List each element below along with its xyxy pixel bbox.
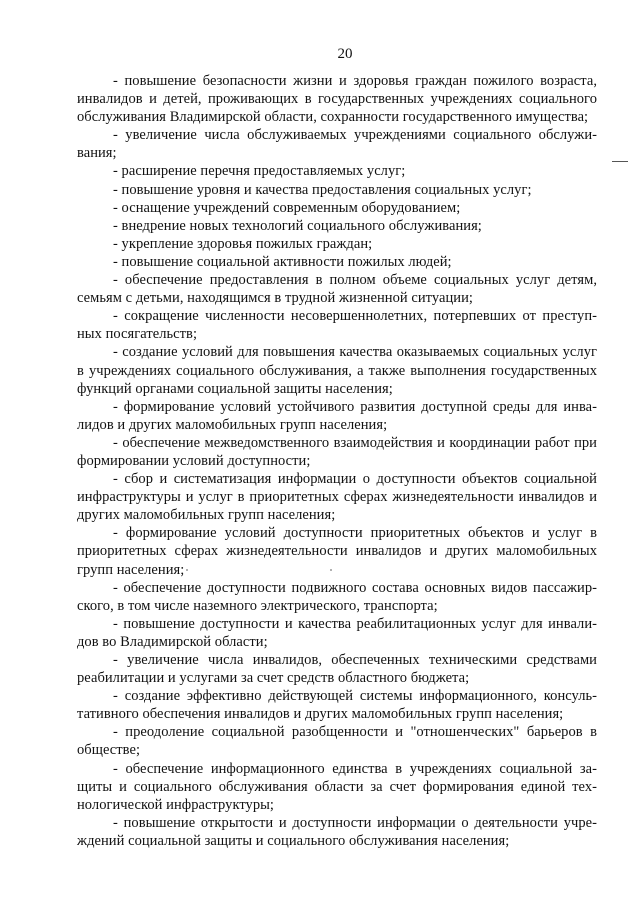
page-number: 20	[337, 46, 353, 62]
margin-dash-mark	[612, 161, 628, 162]
list-item: - увеличение числа обслуживаемых учреждениями социального обслуживания;	[77, 127, 597, 162]
list-item: - формирование условий доступности приоритетных объектов и услуг в приоритетных сферах жизнедеятельности инвалидов и других маломобильных групп населения;	[77, 525, 597, 578]
document-body	[77, 72, 597, 850]
list-item: - создание эффективно действующей системы информационного, консультативного обеспечения инвалидов и других маломобильных групп населения;	[77, 688, 597, 723]
list-item: - обеспечение предоставления в полном объеме социальных услуг детям, семьям с детьми, находящимся в трудной жизненной ситуации;	[77, 272, 597, 307]
list-item: - увеличение числа инвалидов, обеспеченных техническими средствами реабилитации и услугами за счет средств областного бюджета;	[77, 652, 597, 687]
list-item: - сбор и систематизация информации о доступности объектов социальной инфраструктуры и услуг в приоритетных сферах жизнедеятельности инвалидов и других маломобильных групп населения;	[77, 471, 597, 524]
list-item: - повышение открытости и доступности информации о деятельности учреждений социальной защиты и социального обслуживания населения;	[77, 814, 597, 849]
list-item: - повышение социальной активности пожилых людей;	[113, 253, 452, 270]
list-item: - повышение уровня и качества предоставления социальных услуг;	[113, 181, 532, 198]
list-item: - расширение перечня предоставляемых услуг;	[113, 163, 406, 180]
list-item: - сокращение численности несовершеннолетних, потерпевших от преступных посягательств;	[77, 308, 597, 343]
list-item: - создание условий для повышения качества оказываемых социальных услуг в учреждениях социального обслуживания, а также выполнения государственных функций органами социальной защиты населения;	[77, 344, 597, 397]
scan-speck	[186, 569, 188, 571]
list-item: - формирование условий устойчивого развития доступной среды для инвалидов и других маломобильных групп населения;	[77, 398, 597, 433]
list-item: - обеспечение межведомственного взаимодействия и координации работ при формировании условий доступности;	[77, 434, 597, 469]
list-item: - оснащение учреждений современным оборудованием;	[113, 199, 461, 216]
list-item: - внедрение новых технологий социального обслуживания;	[113, 217, 482, 234]
list-item: - повышение доступности и качества реабилитационных услуг для инвалидов во Владимирской области;	[77, 615, 597, 650]
list-item: - обеспечение доступности подвижного состава основных видов пассажирского, в том числе наземного электрического, транспорта;	[77, 579, 597, 614]
list-item: - обеспечение информационного единства в учреждениях социальной защиты и социального обслуживания области за счет формирования единой технологической инфраструктуры;	[77, 760, 597, 813]
scan-speck	[330, 569, 332, 571]
list-item: - укрепление здоровья пожилых граждан;	[113, 235, 373, 252]
list-item: - преодоление социальной разобщенности и "отношенческих" барьеров в обществе;	[77, 724, 597, 759]
list-item: - повышение безопасности жизни и здоровья граждан пожилого возраста, инвалидов и детей, проживающих в государственных учреждениях социального обслуживания Владимирской области, сохранности государственного имущества;	[77, 73, 597, 126]
